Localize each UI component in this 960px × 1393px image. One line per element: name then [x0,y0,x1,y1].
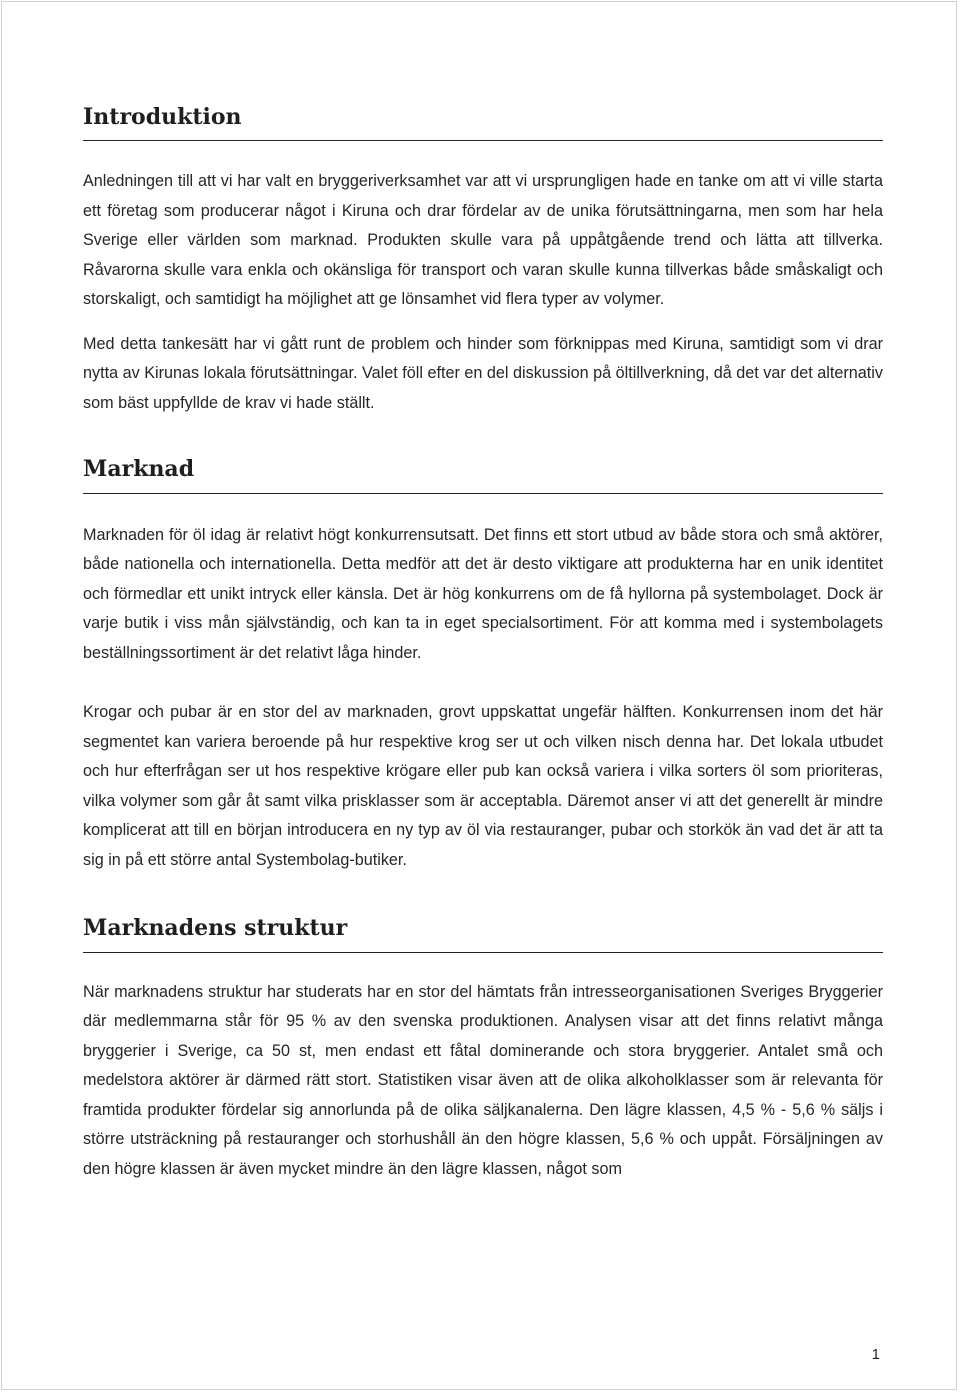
section-marknad [83,456,883,875]
paragraph-structure-1: När marknadens struktur har studerats har en stor del hämtats från intresseorganisationen Sveriges Bryggerier där medlemmarna står för 95 % av den svenska produktionen. Analysen visar att det finns relativt många bryggerier i Sverige, ca 50 st, men endast ett fåtal dominerande och stora bryggerier. Antalet små och medelstora aktörer är därmed rätt stort. Statistiken visar även att de olika alkoholklasser som är relevanta för framtida produkter fördelar sig annorlunda på de olika säljkanalerna. Den lägre klassen, 4,5 % - 5,6 % säljs i större utsträckning på restauranger och storhushåll än den högre klassen, 5,6 % och uppåt. Försäljningen av den högre klassen är även mycket mindre än den lägre klassen, något som [83,982,883,1178]
paragraph-market-2: Krogar och pubar är en stor del av marknaden, grovt uppskattat ungefär hälften. Konkurrensen inom det här segmentet kan variera beroende på hur respektive krog ser ut och vilken nisch denna har. Det lokala utbudet och hur efterfrågan ser ut hos respektive krögare eller pub kan också variera i vilka sorters öl som prioriteras, vilka volymer som går åt samt vilka prisklasser som är acceptabla. Däremot anser vi att det generellt är mindre komplicerat att till en början introducera en ny typ av öl via restauranger, pubar och storkök än vad det är att ta sig in på ett större antal Systembolag-butiker. [83,703,883,869]
section-marknadens-struktur [83,915,883,1184]
page-number: 1 [871,1346,880,1363]
section-introduktion [83,104,883,418]
paragraph-intro-2: Med detta tankesätt har vi gått runt de problem och hinder som förknippas med Kiruna, samtidigt som vi drar nytta av Kirunas lokala förutsättningar. Valet föll efter en del diskussion på öltillverkning, då det var det alternativ som bäst uppfyllde de krav vi hade ställt. [83,334,883,412]
heading-introduktion: Introduktion [83,104,883,141]
paragraph-intro-1: Anledningen till att vi har valt en bryggeriverksamhet var att vi ursprungligen hade en tanke om att vi ville starta ett företag som producerar något i Kiruna och drar fördelar av de unika förutsättningarna, men som har hela Sverige eller världen som marknad. Produkten skulle vara på uppåtgående trend och lätta att tillverka. Råvarorna skulle vara enkla och okänsliga för transport och varan skulle kunna tillverkas både småskaligt och storskaligt, och samtidigt ha möjlighet att ge lönsamhet vid flera typer av volymer. [83,172,883,309]
document-body [83,104,883,1184]
heading-marknad: Marknad [83,456,883,493]
heading-marknadens-struktur: Marknadens struktur [83,915,883,952]
paragraph-market-1: Marknaden för öl idag är relativt högt konkurrensutsatt. Det finns ett stort utbud av både stora och små aktörer, både nationella och internationella. Detta medför att det är desto viktigare att produkterna har en unik identitet och förmedlar ett unikt intryck eller känsla. Det är hög konkurrens om de få hyllorna på systembolaget. Dock är varje butik i viss mån självständig, och kan ta in eget specialsortiment. För att komma med i systembolagets beställningssortiment är det relativt låga hinder. [83,525,883,662]
